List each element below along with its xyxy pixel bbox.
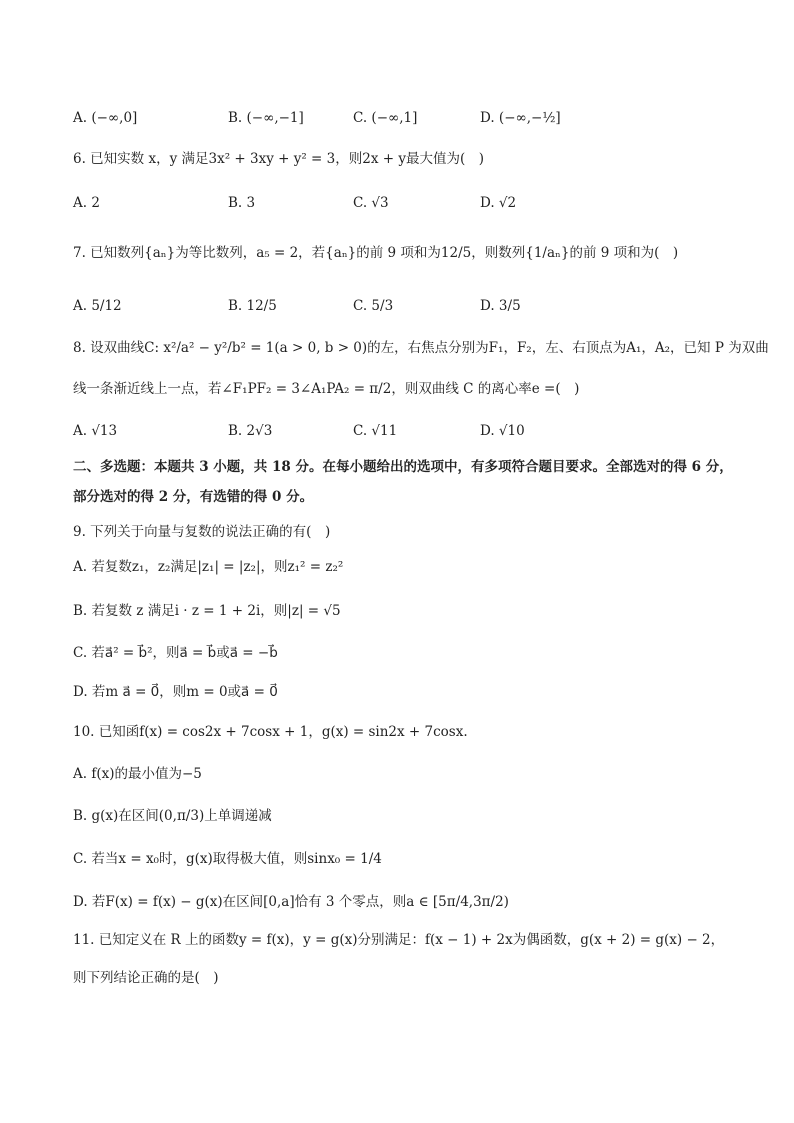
q9-stem: 9. 下列关于向量与复数的说法正确的有( ) bbox=[73, 524, 331, 540]
q8-option-c: C. √11 bbox=[353, 423, 398, 439]
q5-option-c: C. (−∞,1] bbox=[353, 110, 418, 126]
q6-stem: 6. 已知实数 x，y 满足3x² + 3xy + y² = 3，则2x + y最大值为( ) bbox=[73, 151, 485, 167]
q8-stem-line1: 8. 设双曲线C: x²/a² − y²/b² = 1(a > 0, b > 0)的左，右焦点分别为F₁，F₂，左、右顶点为A₁，A₂，已知 P 为双曲 bbox=[73, 340, 769, 356]
q5-option-d: D. (−∞,−½] bbox=[480, 110, 561, 126]
q9-option-a: A. 若复数z₁，z₂满足|z₁| = |z₂|，则z₁² = z₂² bbox=[73, 559, 344, 575]
q11-stem-line2: 则下列结论正确的是( ) bbox=[73, 970, 219, 986]
q11-stem-line1: 11. 已知定义在 R 上的函数y = f(x)，y = g(x)分别满足：f(x − 1) + 2x为偶函数，g(x + 2) = g(x) − 2， bbox=[73, 932, 725, 948]
section2-heading-line1: 二、多选题：本题共 3 小题，共 18 分。在每小题给出的选项中，有多项符合题目要求。全部选对的得 6 分， bbox=[73, 459, 733, 475]
q10-stem: 10. 已知函f(x) = cos2x + 7cosx + 1，g(x) = sin2x + 7cosx. bbox=[73, 724, 468, 740]
q9-option-b: B. 若复数 z 满足i · z = 1 + 2i，则|z| = √5 bbox=[73, 603, 341, 619]
q8-option-a: A. √13 bbox=[73, 423, 118, 439]
q8-option-d: D. √10 bbox=[480, 423, 525, 439]
section2-heading-line2: 部分选对的得 2 分，有选错的得 0 分。 bbox=[73, 489, 314, 505]
q10-option-b: B. g(x)在区间(0,π/3)上单调递减 bbox=[73, 808, 272, 824]
q8-stem-line2: 线一条渐近线上一点，若∠F₁PF₂ = 3∠A₁PA₂ = π/2，则双曲线 C 的离心率e =( ) bbox=[73, 381, 580, 397]
q7-option-b: B. 12/5 bbox=[228, 298, 277, 314]
q6-option-c: C. √3 bbox=[353, 195, 389, 211]
q6-option-b: B. 3 bbox=[228, 195, 256, 211]
q5-option-b: B. (−∞,−1] bbox=[228, 110, 304, 126]
q9-option-d: D. 若m a⃗ = 0⃗，则m = 0或a⃗ = 0⃗ bbox=[73, 684, 278, 700]
q6-option-a: A. 2 bbox=[73, 195, 100, 211]
q5-option-a: A. (−∞,0] bbox=[73, 110, 138, 126]
q7-stem: 7. 已知数列{aₙ}为等比数列，a₅ = 2，若{aₙ}的前 9 项和为12/5，则数列{1/aₙ}的前 9 项和为( ) bbox=[73, 245, 679, 261]
q10-option-c: C. 若当x = x₀时，g(x)取得极大值，则sinx₀ = 1/4 bbox=[73, 851, 382, 867]
q7-option-d: D. 3/5 bbox=[480, 298, 521, 314]
q7-option-a: A. 5/12 bbox=[73, 298, 122, 314]
q9-option-c: C. 若a⃗² = b⃗²，则a⃗ = b⃗或a⃗ = −b⃗ bbox=[73, 645, 278, 661]
q8-option-b: B. 2√3 bbox=[228, 423, 273, 439]
q10-option-a: A. f(x)的最小值为−5 bbox=[73, 766, 202, 782]
q6-option-d: D. √2 bbox=[480, 195, 517, 211]
q7-option-c: C. 5/3 bbox=[353, 298, 394, 314]
q10-option-d: D. 若F(x) = f(x) − g(x)在区间[0,a]恰有 3 个零点，则a ∈ [5π/4,3π/2) bbox=[73, 894, 509, 910]
